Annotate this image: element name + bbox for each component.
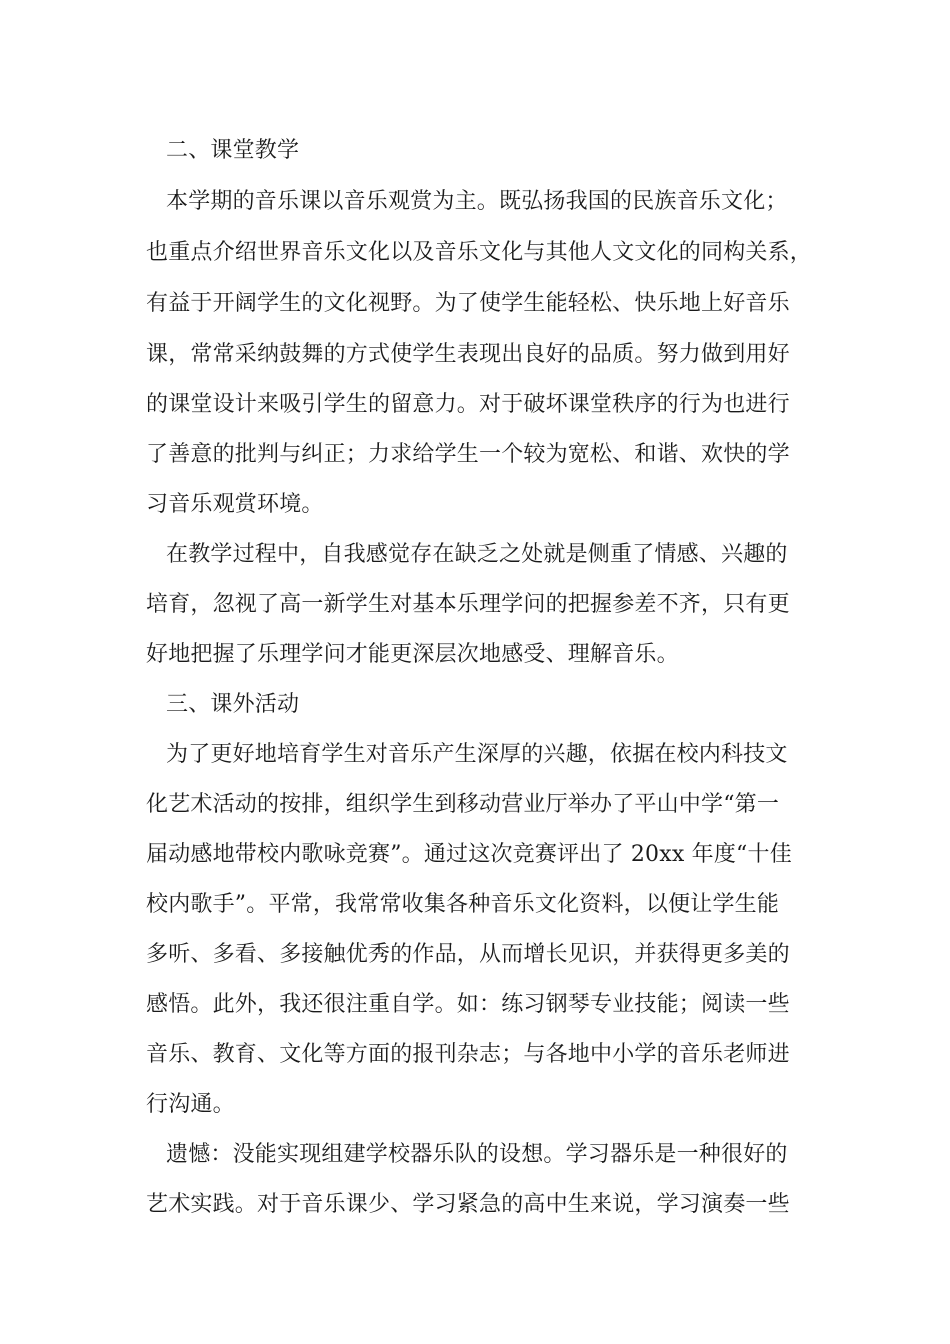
paragraph-line: 习音乐观赏环境。: [146, 492, 324, 517]
paragraph-line: 艺术实践。对于音乐课少、学习紧急的高中生来说，学习演奏一些: [146, 1192, 790, 1217]
paragraph-line: 化艺术活动的按排，组织学生到移动营业厅举办了平山中学“第一: [146, 792, 780, 817]
paragraph-line: 校内歌手”。平常，我常常收集各种音乐文化资料，以便让学生能: [146, 892, 780, 917]
paragraph-line: 音乐、教育、文化等方面的报刊杂志；与各地中小学的音乐老师进: [146, 1042, 790, 1067]
paragraph-line: 多听、多看、多接触优秀的作品，从而增长见识，并获得更多美的: [146, 942, 790, 967]
paragraph-line: 好地把握了乐理学问才能更深层次地感受、理解音乐。: [146, 642, 679, 667]
paragraph-line: 遗憾：没能实现组建学校器乐队的设想。学习器乐是一种很好的: [166, 1142, 788, 1167]
paragraph-line: 有益于开阔学生的文化视野。为了使学生能轻松、快乐地上好音乐: [146, 291, 790, 316]
paragraph-line: 了善意的批判与纠正；力求给学生一个较为宽松、和谐、欢快的学: [146, 442, 790, 467]
paragraph-line: 本学期的音乐课以音乐观赏为主。既弘扬我国的民族音乐文化；: [166, 189, 788, 214]
section-heading-extracurricular: 三、课外活动: [166, 692, 300, 717]
paragraph-line: 感悟。此外，我还很注重自学。如：练习钢琴专业技能；阅读一些: [146, 992, 790, 1017]
section-heading-classroom-teaching: 二、课堂教学: [166, 138, 300, 163]
paragraph-line: 培育，忽视了高一新学生对基本乐理学问的把握参差不齐，只有更: [146, 592, 790, 617]
paragraph-line: 为了更好地培育学生对音乐产生深厚的兴趣，依据在校内科技文: [166, 742, 788, 767]
paragraph-line: 课，常常采纳鼓舞的方式使学生表现出良好的品质。努力做到用好: [146, 342, 790, 367]
paragraph-line: 在教学过程中，自我感觉存在缺乏之处就是侧重了情感、兴趣的: [166, 542, 788, 567]
paragraph-line: 届动感地带校内歌咏竞赛”。通过这次竞赛评出了 20xx 年度“十佳: [146, 842, 792, 867]
paragraph-line: 也重点介绍世界音乐文化以及音乐文化与其他人文文化的同构关系，: [146, 240, 813, 265]
paragraph-line: 行沟通。: [146, 1092, 235, 1117]
paragraph-line: 的课堂设计来吸引学生的留意力。对于破坏课堂秩序的行为也进行: [146, 392, 790, 417]
